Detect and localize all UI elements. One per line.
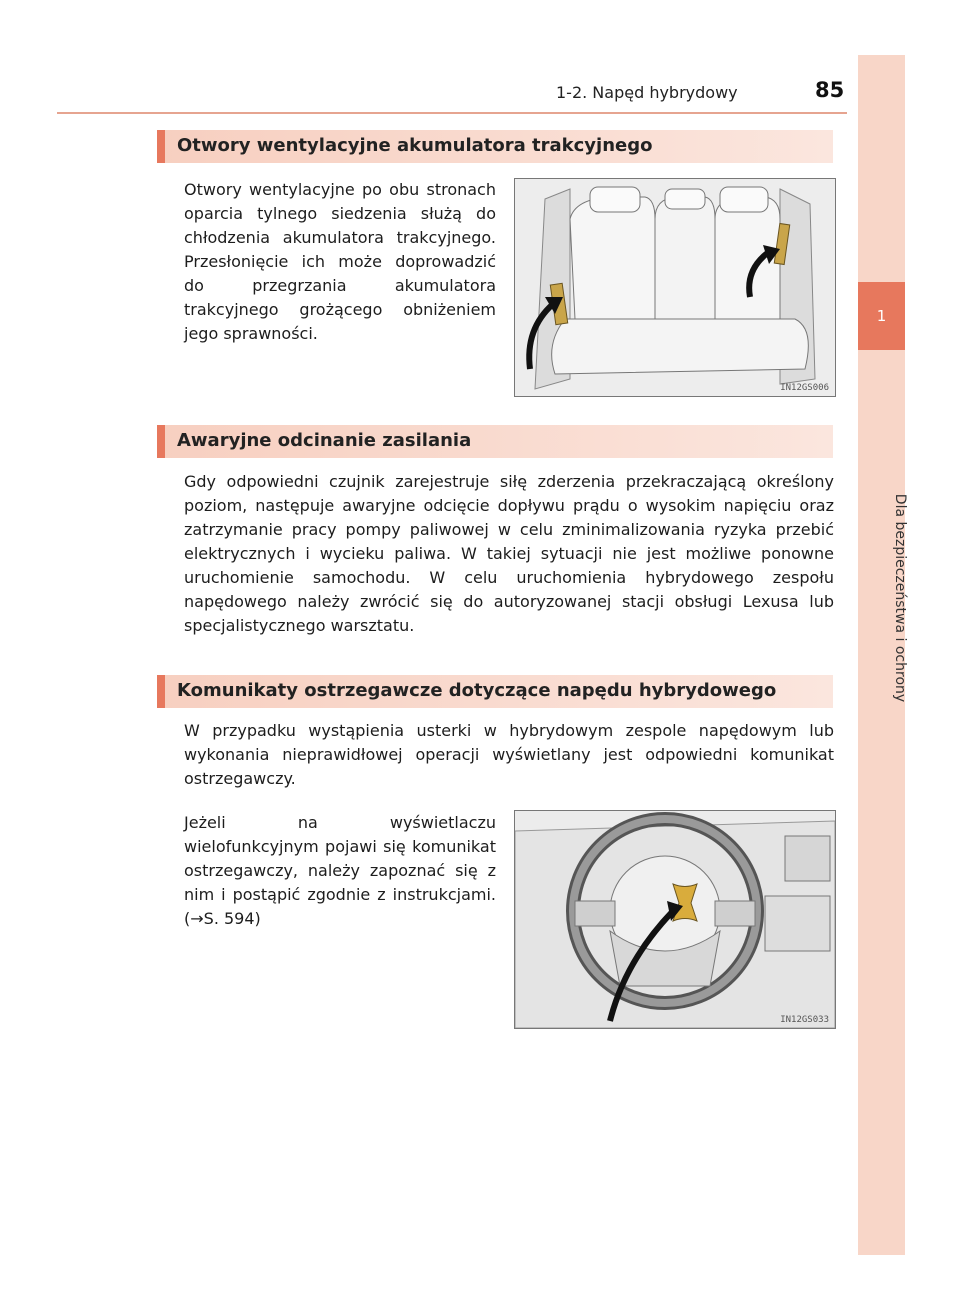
steering-wheel-display-illustration (514, 810, 836, 1029)
reference-arrow-icon: → (190, 909, 204, 928)
section-paragraph: Otwory wentylacyjne po obu stronach oparcia tylnego siedzenia służą do chłodzenia akumulatora trakcyjnego. Przesłonięcie ich może doprowadzić do przegrzania akumulatora trakcyjnego grożącego obniżeniem jego sprawności. (184, 180, 496, 343)
chapter-title: Dla bezpieczeństwa i ochrony (892, 493, 908, 703)
dashboard-drawing (515, 811, 835, 1028)
chapter-number: 1 (876, 307, 887, 325)
chapter-tab (858, 282, 905, 350)
heading-accent-bar (157, 425, 165, 458)
section-heading-vents (157, 130, 833, 163)
section-heading-warning-messages (157, 675, 833, 708)
rear-seat-drawing (515, 179, 835, 396)
instruction-text: Jeżeli na wyświetlaczu wielofunkcyjnym pojawi się komunikat ostrzegawczy, należy zapoznać się z nim i postąpić zgodnie z instrukcjami. (184, 813, 496, 904)
figure-code: IN12GS033 (780, 1015, 829, 1025)
section-title: Otwory wentylacyjne akumulatora trakcyjnego (177, 135, 653, 156)
page-number: 85 (815, 78, 845, 102)
running-header-section: 1-2. Napęd hybrydowy (556, 83, 738, 102)
section-title: Awaryjne odcinanie zasilania (177, 430, 472, 451)
section-paragraph: W przypadku wystąpienia usterki w hybrydowym zespole napędowym lub wykonania nieprawidłowej operacji wyświetlany jest odpowiedni komunikat ostrzegawczy. (184, 721, 834, 788)
heading-accent-bar (157, 130, 165, 163)
chapter-title-vertical (880, 380, 908, 820)
section-heading-emergency-cutoff (157, 425, 833, 458)
figure-code: IN12GS006 (780, 383, 829, 393)
header-rule (57, 112, 847, 114)
section-paragraph-2: Jeżeli na wyświetlaczu wielofunkcyjnym pojawi się komunikat ostrzegawczy, należy zapoznać się z nim i postąpić zgodnie z instrukcjami. (→S. 594) (184, 813, 496, 928)
section-paragraph: Gdy odpowiedni czujnik zarejestruje siłę zderzenia przekraczającą określony poziom, następuje awaryjne odcięcie dopływu prądu o wysokim napięciu oraz zatrzymanie pracy pompy paliwowej w celu zminimalizowania ryzyka przebić elektrycznych i wycieku paliwa. W takiej sytuacji nie jest możliwe ponowne uruchomienie samochodu. W celu uruchomienia hybrydowego zespołu napędowego należy zwrócić się do autoryzowanej stacji obsługi Lexusa lub specjalistycznego warsztatu. (184, 472, 834, 635)
section-title: Komunikaty ostrzegawcze dotyczące napędu hybrydowego (177, 680, 777, 701)
rear-seat-vents-illustration (514, 178, 836, 397)
page-reference: S. 594 (203, 909, 255, 928)
heading-accent-bar (157, 675, 165, 708)
